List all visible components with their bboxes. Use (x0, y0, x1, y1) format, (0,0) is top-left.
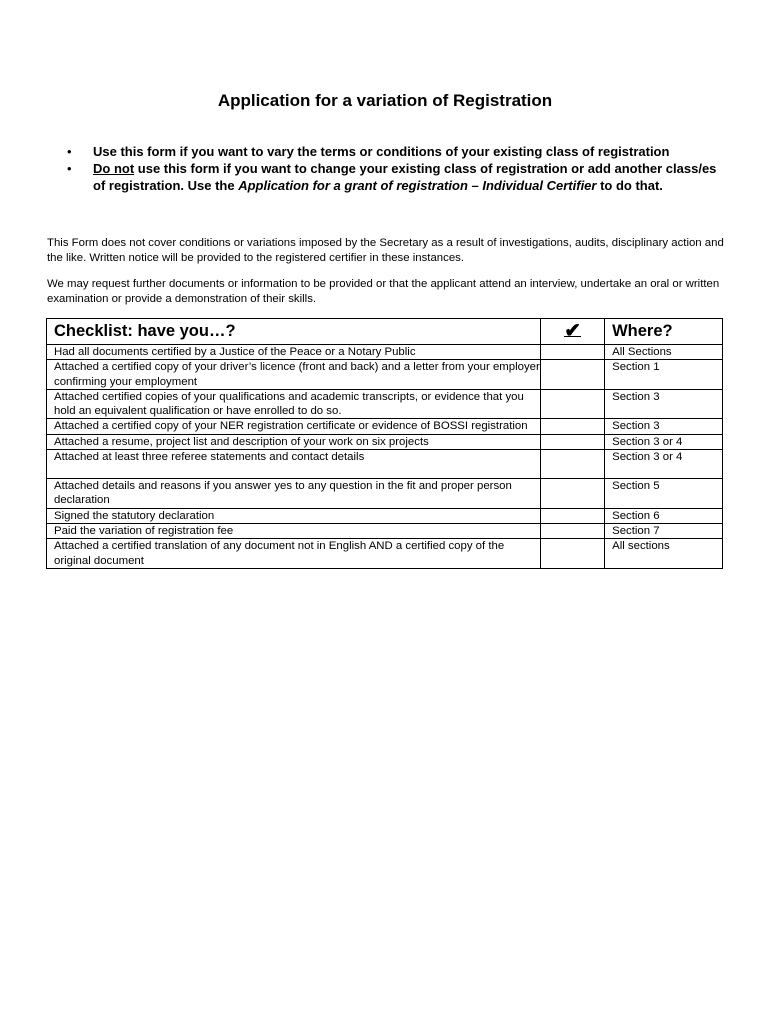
where-cell: Section 3 or 4 (605, 434, 723, 449)
table-row (47, 434, 723, 449)
checkbox-cell[interactable] (541, 508, 605, 523)
checklist-item: Signed the statutory declaration (47, 508, 541, 523)
table-row (47, 539, 723, 569)
page-title: Application for a variation of Registration (217, 91, 553, 110)
checklist-item: Attached a resume, project list and description of your work on six projects (47, 434, 541, 449)
where-cell: Section 3 (605, 389, 723, 419)
checklist-item: Attached details and reasons if you answer yes to any question in the fit and proper person declaration (47, 479, 541, 509)
where-cell: Section 6 (605, 508, 723, 523)
table-row (47, 360, 723, 390)
instruction-text: use this form if you want to change your existing class of registration or add another class/es of registration. Use the (93, 161, 717, 193)
table-row (47, 450, 723, 479)
table-row (47, 345, 723, 360)
checkbox-cell[interactable] (541, 523, 605, 538)
instruction-text-end: to do that. (596, 178, 663, 193)
where-cell: All sections (605, 539, 723, 569)
checklist-item: Attached a certified copy of your NER registration certificate or evidence of BOSSI registration (47, 419, 541, 434)
checklist-table (46, 318, 723, 569)
form-reference: Application for a grant of registration – Individual Certifier (238, 178, 597, 193)
bullet-icon: • (67, 144, 72, 159)
instruction-list (66, 143, 726, 194)
do-not-emphasis: Do not (93, 161, 135, 176)
checklist-header-row (47, 319, 723, 345)
where-cell: Section 1 (605, 360, 723, 390)
checkbox-cell[interactable] (541, 389, 605, 419)
table-row (47, 419, 723, 434)
checklist-item: Attached a certified copy of your driver’s licence (front and back) and a letter from your employer confirming your employment (47, 360, 541, 390)
checkbox-cell[interactable] (541, 419, 605, 434)
checklist-header: Checklist: have you…? (47, 319, 541, 345)
where-cell: All Sections (605, 345, 723, 360)
checkbox-cell[interactable] (541, 434, 605, 449)
checklist-item: Paid the variation of registration fee (47, 523, 541, 538)
checkbox-cell[interactable] (541, 479, 605, 509)
instruction-item (66, 143, 726, 160)
checklist-item: Attached a certified translation of any document not in English AND a certified copy of the original document (47, 539, 541, 569)
where-cell: Section 3 (605, 419, 723, 434)
table-row (47, 508, 723, 523)
coverage-note: This Form does not cover conditions or variations imposed by the Secretary as a result of investigations, audits, disciplinary action and the like. Written notice will be provided to the registered certifier in these instances. (47, 237, 724, 264)
where-cell: Section 7 (605, 523, 723, 538)
where-cell: Section 5 (605, 479, 723, 509)
checklist-item: Had all documents certified by a Justice of the Peace or a Notary Public (47, 345, 541, 360)
checkmark-header (541, 319, 605, 345)
further-request-note: We may request further documents or information to be provided or that the applicant attend an interview, undertake an oral or written examination or provide a demonstration of their skills. (47, 278, 720, 305)
table-row (47, 479, 723, 509)
where-cell: Section 3 or 4 (605, 450, 723, 479)
checkbox-cell[interactable] (541, 539, 605, 569)
instruction-item (66, 160, 726, 194)
checklist-item: Attached at least three referee statements and contact details (47, 450, 541, 479)
checkbox-cell[interactable] (541, 450, 605, 479)
checkbox-cell[interactable] (541, 345, 605, 360)
table-row (47, 389, 723, 419)
checkmark-icon: ✔ (564, 319, 582, 342)
checklist-item: Attached certified copies of your qualifications and academic transcripts, or evidence that you hold an equivalent qualification or have enrolled to do so. (47, 389, 541, 419)
instruction-text: Use this form if you want to vary the terms or conditions of your existing class of registration (93, 144, 670, 159)
bullet-icon: • (67, 161, 72, 176)
checkbox-cell[interactable] (541, 360, 605, 390)
table-row (47, 523, 723, 538)
where-header: Where? (605, 319, 723, 345)
